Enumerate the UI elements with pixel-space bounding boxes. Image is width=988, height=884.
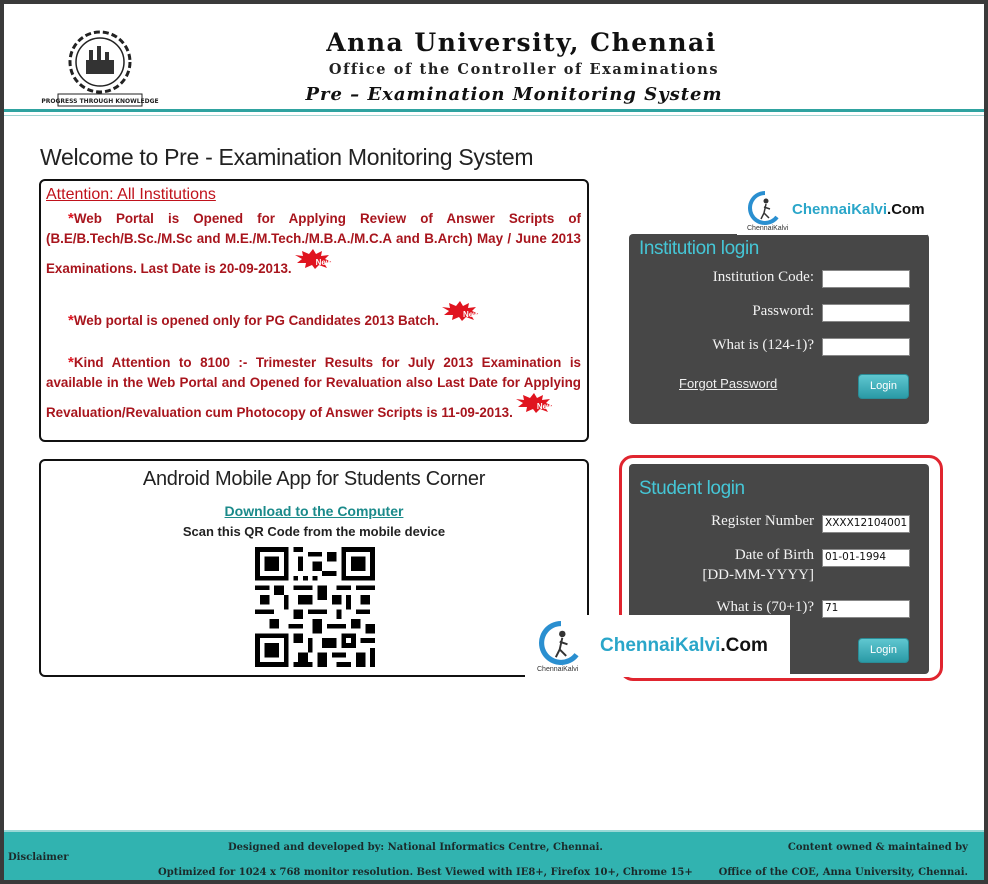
student-login-title: Student login	[639, 478, 745, 499]
android-app-box	[39, 459, 589, 677]
watermark-text: ChennaiKalvi.Com	[792, 201, 925, 218]
password-label: Password:	[752, 303, 814, 319]
password-input[interactable]	[822, 304, 910, 322]
qr-code-icon	[255, 547, 375, 667]
register-number-input[interactable]: XXXX12104001	[822, 515, 910, 533]
student-captcha-input[interactable]: 71	[822, 600, 910, 618]
register-number-label: Register Number	[711, 513, 814, 529]
scan-instruction: Scan this QR Code from the mobile device	[182, 524, 446, 539]
site-header	[4, 4, 984, 112]
footer-office: Office of the COE, Anna University, Chennai.	[718, 867, 968, 878]
notice-item: *Web portal is opened only for PG Candidates 2013 Batch. New	[46, 301, 583, 331]
footer-content-owned: Content owned & maintained by	[787, 842, 968, 853]
university-logo	[41, 28, 159, 108]
new-badge-icon: New	[294, 249, 332, 269]
header-divider	[4, 115, 984, 116]
watermark-icon	[535, 621, 587, 665]
page-frame	[4, 4, 984, 880]
new-badge-icon: New	[515, 393, 553, 413]
watermark-logo-large: ChennaiKalvi ChennaiKalvi.Com	[525, 615, 790, 677]
attention-title: Attention: All Institutions	[46, 186, 216, 203]
office-subtitle: Office of the Controller of Examinations	[328, 61, 720, 78]
institution-code-input[interactable]	[822, 270, 910, 288]
institution-captcha-label: What is (124-1)?	[712, 337, 814, 353]
footer-optimized: Optimized for 1024 x 768 monitor resolution. Best Viewed with IE8+, Firefox 10+, Chrome 15+	[158, 867, 693, 878]
student-login-button[interactable]: Login	[858, 638, 909, 663]
system-title: Pre – Examination Monitoring System	[305, 84, 723, 105]
notice-item: *Kind Attention to 8100 :- Trimester Results for July 2013 Examination is available in the Web Portal and Opened for Revaluation also Last Date for Applying Revaluation/Revaluation cum Photocopy of Answer Scripts is 11-09-2013. New	[46, 354, 581, 420]
page-title: Welcome to Pre - Examination Monitoring System	[40, 144, 534, 170]
disclaimer-link[interactable]: Disclaimer	[8, 852, 69, 863]
watermark-text: ChennaiKalvi.Com	[600, 635, 768, 656]
university-title: Anna University, Chennai	[326, 28, 717, 57]
institution-login-title: Institution login	[639, 238, 759, 259]
footer-designed-by: Designed and developed by: National Informatics Centre, Chennai.	[228, 842, 603, 853]
site-footer	[4, 830, 984, 880]
forgot-password-link[interactable]: Forgot Password	[679, 376, 778, 391]
student-captcha-label: What is (70+1)?	[716, 599, 814, 615]
android-title: Android Mobile App for Students Corner	[142, 468, 486, 490]
institution-code-label: Institution Code:	[712, 269, 814, 285]
dob-label: Date of Birth	[734, 547, 814, 563]
watermark-icon	[745, 191, 785, 225]
institution-login-button[interactable]: Login	[858, 374, 909, 399]
dob-input[interactable]: 01-01-1994	[822, 549, 910, 567]
attention-box	[39, 179, 589, 442]
svg-text:PROGRESS THROUGH KNOWLEDGE: PROGRESS THROUGH KNOWLEDGE	[41, 98, 159, 105]
download-link[interactable]: Download to the Computer	[224, 503, 404, 519]
institution-captcha-input[interactable]	[822, 338, 910, 356]
watermark-logo: ChennaiKalvi ChennaiKalvi.Com	[737, 189, 927, 235]
notice-item: *Web Portal is Opened for Applying Review of Answer Scripts of (B.E/B.Tech/B.Sc./M.Sc and M.E./M.Tech./M.B.A./M.C.A and B.Arch) May / June 2013 Examinations. Last Date is 20-09-2013. New	[46, 210, 581, 276]
institution-login-panel	[629, 234, 929, 424]
dob-format-label: [DD-MM-YYYY]	[702, 567, 814, 583]
new-badge-icon: New	[441, 301, 479, 321]
